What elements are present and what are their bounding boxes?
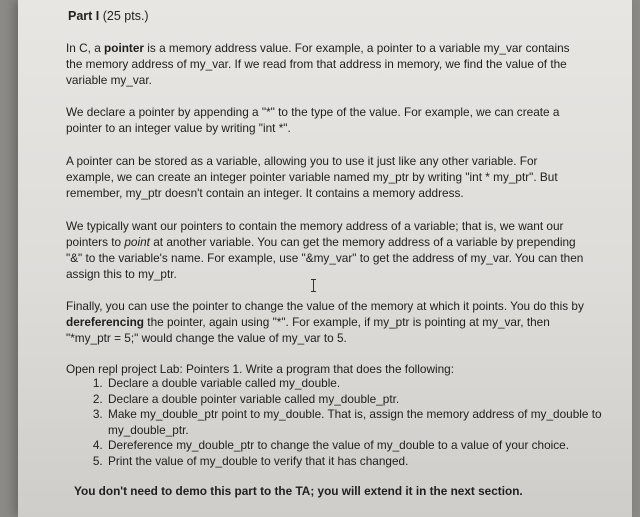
part-label: Part I [68, 9, 100, 23]
paragraph-pointer-definition [66, 40, 586, 88]
step-item: 3. Make my_double_ptr point to my_double. That is, assign the memory address of my_double to my_double_ptr. [106, 407, 626, 438]
p5-term-dereferencing: dereferencing [66, 315, 145, 329]
paragraph-pointer-variable: A pointer can be stored as a variable, allowing you to use it just like any other variable. For example, we can create an integer pointer variable named my_ptr by writing "int * my_ptr". But remember, my_ptr doesn't contain an integer. It contains a memory address. [66, 154, 558, 200]
paragraph-dereferencing [66, 298, 586, 346]
step-item: 5. Print the value of my_double to verify that it has changed. [106, 454, 626, 470]
p4-term-point: point [124, 235, 150, 249]
paragraph-repl-instructions: Open repl project Lab: Pointers 1. Write a program that does the following: [66, 362, 454, 376]
p4-text-1: We typically want our pointers to contain the memory address of a variable; that is, we want our pointers to [66, 219, 564, 249]
paragraph-declare-pointer: We declare a pointer by appending a "*" to the type of the value. For example, we can create a pointer to an integer value by writing "int *". [66, 105, 560, 135]
part-heading [68, 9, 149, 23]
step-item: 2. Declare a double pointer variable called my_double_ptr. [106, 392, 626, 408]
p1-term-pointer: pointer [104, 41, 145, 55]
part-points: (25 pts.) [99, 9, 149, 23]
text-cursor-icon [310, 279, 317, 292]
p1-text-2: is a memory address value. For example, a pointer to a variable my_var contains the memory address of my_var. If we read from that address in memory, we find the value of the variable my_var. [66, 41, 570, 87]
step-item: 1. Declare a double variable called my_double. [106, 376, 626, 392]
p1-text-1: In C, a [66, 41, 105, 55]
p5-text-2: the pointer, again using "*". For example, if my_ptr is pointing at my_var, then "*my_ptr = 5;" would change the value of my_var to 5. [66, 315, 550, 345]
steps-list [66, 376, 626, 469]
p4-text-2: at another variable. You can get the memory address of a variable by prepending "&" to the variable's name. For example, use "&my_var" to get the address of my_var. You can then assign this to my_ptr. [66, 235, 584, 281]
step-item: 4. Dereference my_double_ptr to change the value of my_double to a value of your choice. [106, 438, 626, 454]
p5-text-1: Finally, you can use the pointer to change the value of the memory at which it points. You do this by [66, 299, 584, 313]
document-page [18, 0, 632, 517]
paragraph-address-of [66, 218, 586, 282]
final-note: You don't need to demo this part to the TA; you will extend it in the next section. [74, 484, 523, 498]
